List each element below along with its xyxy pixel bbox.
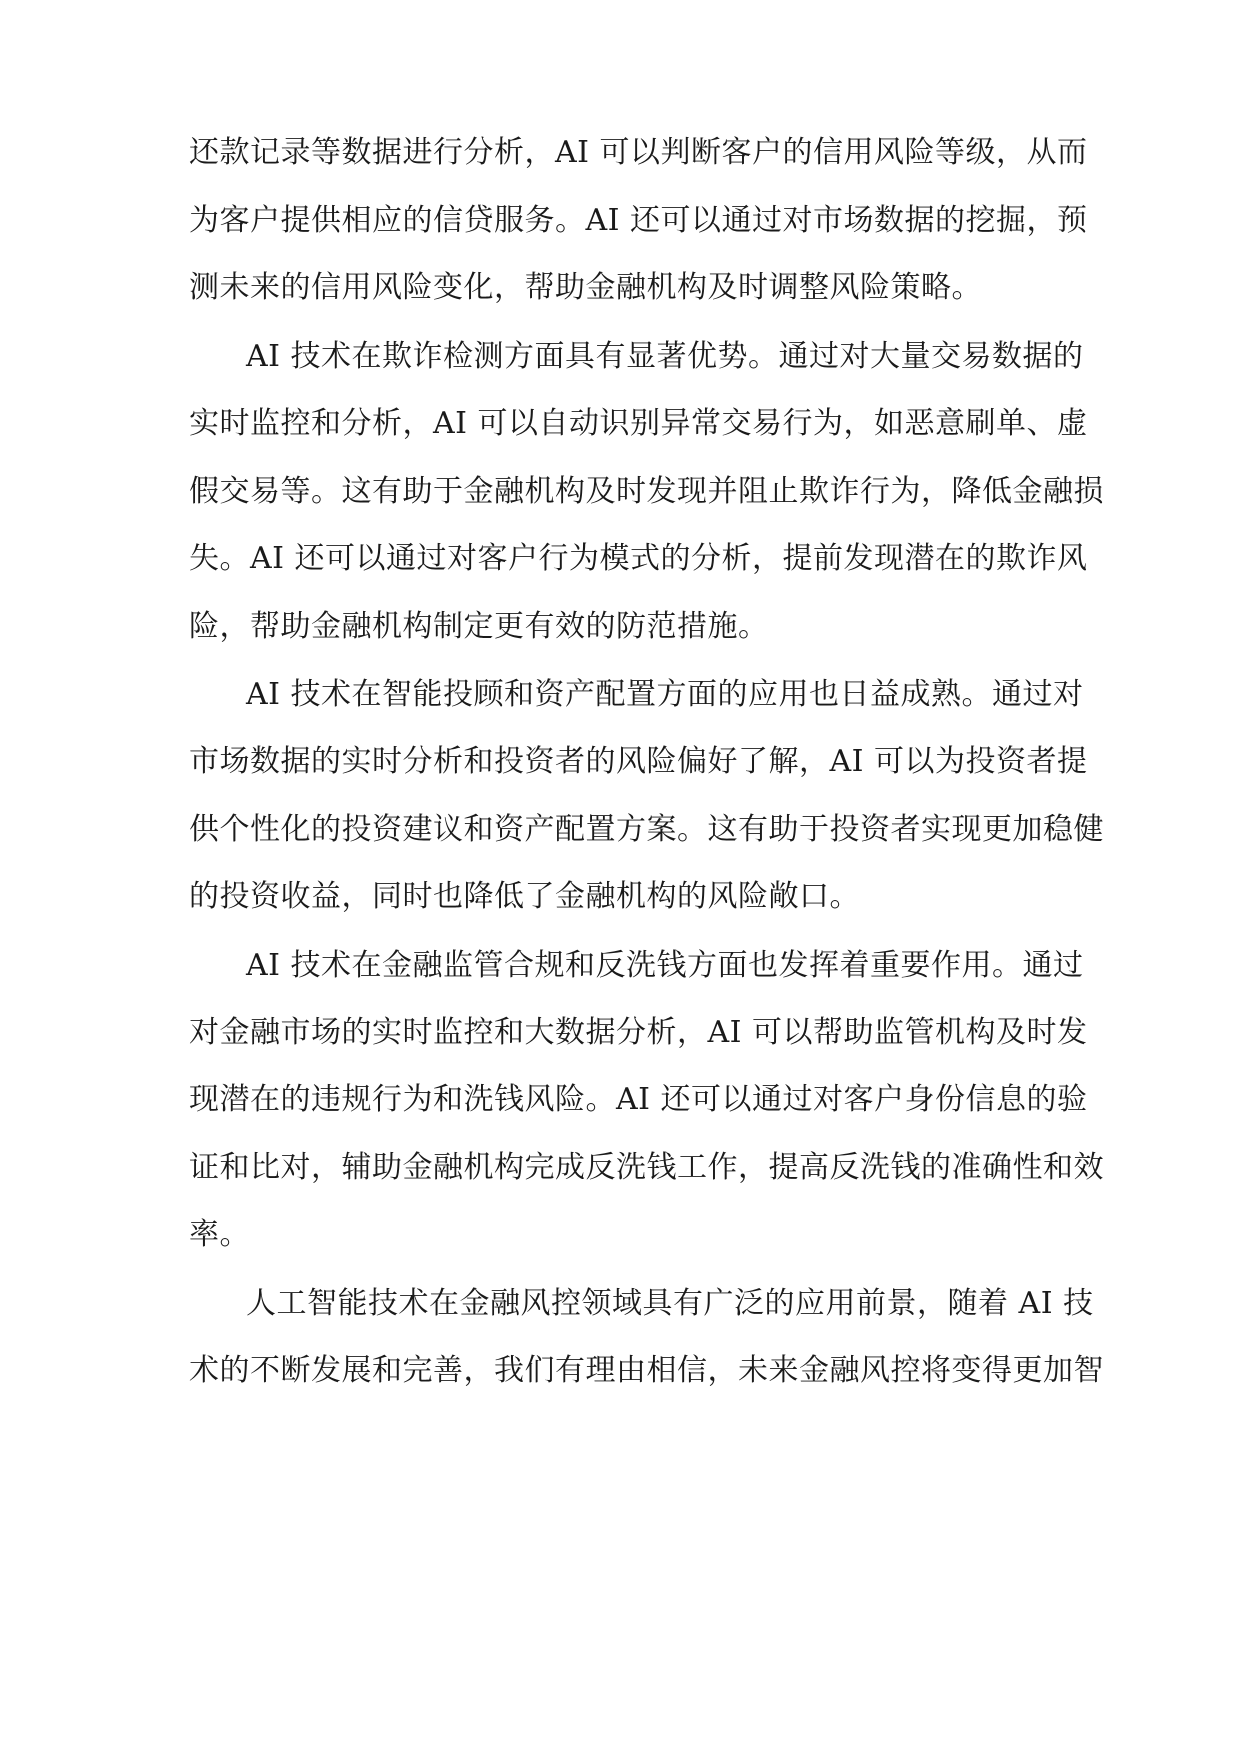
text-line: 还款记录等数据进行分析，AI 可以判断客户的信用风险等级，从而	[189, 135, 1088, 170]
text-line: 术的不断发展和完善，我们有理由相信，未来金融风控将变得更加智	[189, 1353, 1104, 1388]
text-line: 供个性化的投资建议和资产配置方案。这有助于投资者实现更加稳健	[189, 812, 1104, 847]
text-line: 假交易等。这有助于金融机构及时发现并阻止欺诈行为，降低金融损	[189, 474, 1104, 509]
text-line: 市场数据的实时分析和投资者的风险偏好了解，AI 可以为投资者提	[189, 744, 1088, 779]
text-line: 率。	[189, 1217, 250, 1252]
text-line: 实时监控和分析，AI 可以自动识别异常交易行为，如恶意刷单、虚	[189, 406, 1088, 441]
text-line: 的投资收益，同时也降低了金融机构的风险敞口。	[189, 879, 860, 914]
text-line: 险，帮助金融机构制定更有效的防范措施。	[189, 609, 769, 644]
paragraph-first-line: AI 技术在智能投顾和资产配置方面的应用也日益成熟。通过对	[246, 677, 1084, 712]
text-line: 证和比对，辅助金融机构完成反洗钱工作，提高反洗钱的准确性和效	[189, 1150, 1104, 1185]
text-line: 现潜在的违规行为和洗钱风险。AI 还可以通过对客户身份信息的验	[189, 1082, 1088, 1117]
paragraph-first-line: AI 技术在欺诈检测方面具有显著优势。通过对大量交易数据的	[246, 339, 1084, 374]
text-line: 失。AI 还可以通过对客户行为模式的分析，提前发现潜在的欺诈风	[189, 541, 1088, 576]
paragraph-first-line: 人工智能技术在金融风控领域具有广泛的应用前景，随着 AI 技	[246, 1286, 1094, 1321]
text-line: 为客户提供相应的信贷服务。AI 还可以通过对市场数据的挖掘，预	[189, 203, 1088, 238]
paragraph-first-line: AI 技术在金融监管合规和反洗钱方面也发挥着重要作用。通过	[246, 948, 1084, 983]
text-line: 测未来的信用风险变化，帮助金融机构及时调整风险策略。	[189, 270, 982, 305]
text-line: 对金融市场的实时监控和大数据分析，AI 可以帮助监管机构及时发	[189, 1015, 1088, 1050]
